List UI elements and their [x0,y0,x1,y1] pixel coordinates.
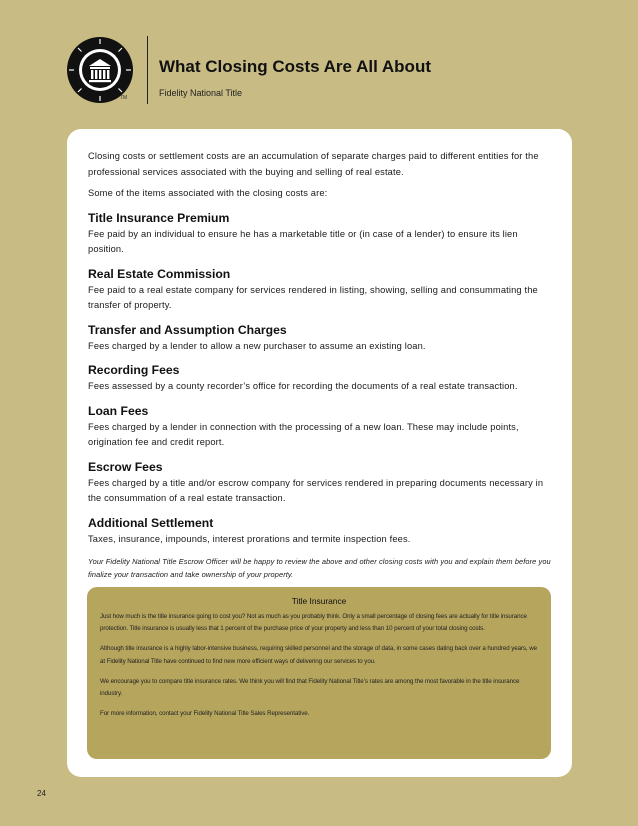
fidelity-seal-icon [66,36,134,104]
content-card [67,129,572,777]
section-text: Taxes, insurance, impounds, interest prorations and termite inspection fees. [88,533,411,544]
sidebar-paragraph: For more information, contact your Fidelity National Title Sales Representative. [100,710,310,718]
section-text: Fee paid to a real estate company for services rendered in listing, showing, selling and consummating the transfer of property. [88,284,538,310]
trademark-mark: TM [120,95,128,101]
section-text: Fee paid by an individual to ensure he has a marketable title or (in case of a lender) to ensure its lien position. [88,228,518,254]
section-heading: Loan Fees [88,403,149,418]
sidebar-paragraph: We encourage you to compare title insurance rates. We think you will find that Fidelity National Title’s rates are among the most favorable in the title insurance industry. [100,677,520,698]
header-divider [147,36,148,104]
section-text: Fees charged by a lender to allow a new purchaser to assume an existing loan. [88,340,426,351]
section-text: Fees charged by a lender in connection with the processing of a new loan. These may include points, origination fee and credit report. [88,421,519,447]
intro-paragraph: Closing costs or settlement costs are an accumulation of separate charges paid to different entities for the professional services associated with the buying and selling of real estate. [88,151,539,177]
page-number: 24 [37,789,46,798]
section-text: Fees assessed by a county recorder’s office for recording the documents of a real estate transaction. [88,381,518,391]
section-heading: Additional Settlement [88,515,214,530]
sidebar-body [100,611,542,728]
section-heading: Recording Fees [88,363,180,377]
section-text: Fees charged by a title and/or escrow company for services rendered in preparing documents necessary in the consummation of a real estate transaction. [88,477,544,503]
sidebar-paragraph: Although title insurance is a highly labor-intensive business, requiring skilled personnel and the storage of data, in some cases dating back over a hundred years, we at Fidelity National Title have continued to find new more efficient ways of delivering our services to you. [100,645,537,665]
title-insurance-sidebar [87,587,551,759]
sidebar-title: Title Insurance [291,596,347,606]
page-subtitle: Fidelity National Title [159,88,243,98]
sidebar-paragraph: Just how much is the title insurance going to cost you? Not as much as you probably think. Only a small percentage of closing fees are actually for title insurance protection. Title insurance is usually less that 1 percent of the purchase price of your property and less than 10 percent of your total closing costs. [100,613,527,633]
section-heading: Transfer and Assumption Charges [88,322,287,337]
page-title: What Closing Costs Are All About [159,57,431,76]
section-heading: Escrow Fees [88,459,163,474]
intro-lead: Some of the items associated with the closing costs are: [88,188,328,198]
content-body [88,149,556,581]
section-heading: Title Insurance Premium [88,210,230,225]
section-heading: Real Estate Commission [88,266,231,281]
closing-note: Your Fidelity National Title Escrow Officer will be happy to review the above and other closing costs with you and explain them before you finalize your transaction and take ownership of your property. [88,557,551,579]
